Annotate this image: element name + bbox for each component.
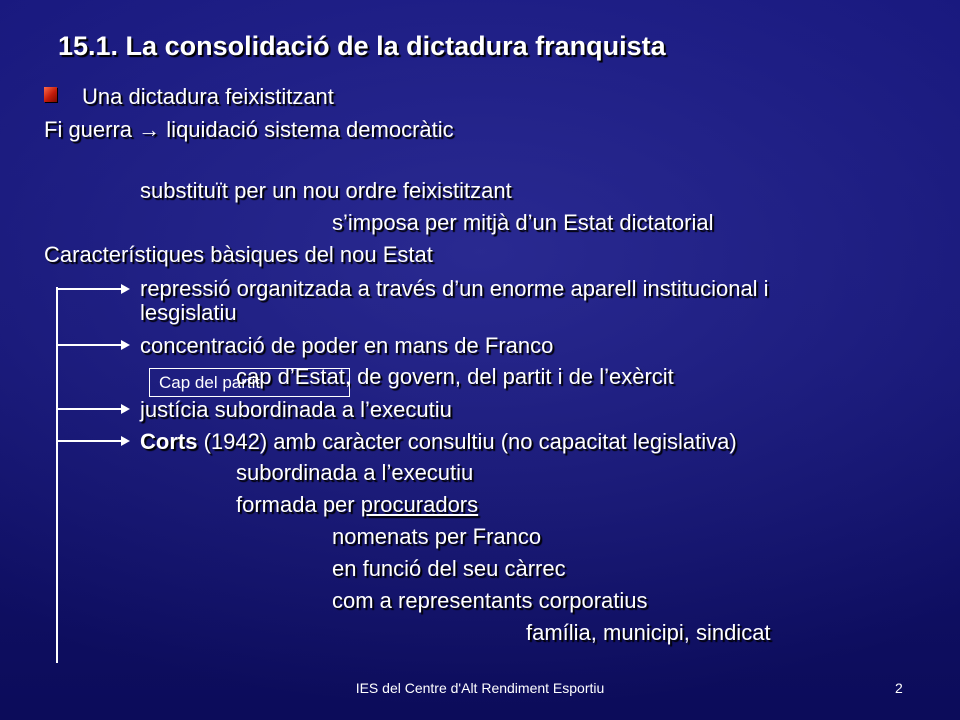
corts-term: Corts — [140, 429, 198, 454]
office-line: en funció del seu càrrec — [332, 556, 566, 581]
footer-institution: IES del Centre d'Alt Rendiment Esportiu — [355, 680, 605, 696]
arrow-corts — [58, 440, 122, 442]
bullet-square-icon — [44, 87, 57, 102]
repression-line-1: repressió organitzada a través d’un enorme aparell institucional i — [140, 276, 769, 301]
cap-del-partit-label: Cap del partit — [159, 373, 261, 392]
named-by-line: nomenats per Franco — [332, 524, 542, 549]
intro-line-1 — [44, 117, 454, 143]
repression-line-2: lesgislatiu — [140, 300, 237, 325]
justice-line: justícia subordinada a l’executiu — [140, 397, 452, 422]
procuradors-term: procuradors — [360, 492, 479, 517]
representatives-line: com a representants corporatius — [332, 588, 648, 613]
cap-list-line: cap d’Estat, de govern, del partit i de l’exèrcit — [236, 364, 674, 389]
subordinate-line: subordinada a l’executiu — [236, 460, 474, 485]
arrow-concentration — [58, 344, 122, 346]
intro-line-1-end: liquidació sistema democràtic — [166, 117, 454, 142]
formed-by-line — [236, 492, 478, 518]
concentration-line: concentració de poder en mans de Franco — [140, 333, 554, 358]
intro-line-1-start: Fi guerra — [44, 117, 133, 142]
bullet-heading: Una dictadura feixistitzant — [82, 84, 334, 109]
page-number: 2 — [895, 680, 903, 696]
corts-description: (1942) amb caràcter consultiu (no capacitat legislativa) — [197, 429, 737, 454]
intro-line-3: s’imposa per mitjà d’un Estat dictatorial — [332, 210, 714, 235]
arrow-justice — [58, 408, 122, 410]
arrow-repression — [58, 288, 122, 290]
corts-line — [140, 429, 737, 455]
corporations-line: família, municipi, sindicat — [526, 620, 771, 645]
formed-by-prefix: formada per — [236, 492, 361, 517]
intro-line-2: substituït per un nou ordre feixistitzant — [140, 178, 512, 203]
characteristics-heading: Característiques bàsiques del nou Estat — [44, 242, 433, 267]
right-arrow-icon: → — [138, 117, 161, 142]
slide-title: 15.1. La consolidació de la dictadura franquista — [58, 31, 666, 61]
